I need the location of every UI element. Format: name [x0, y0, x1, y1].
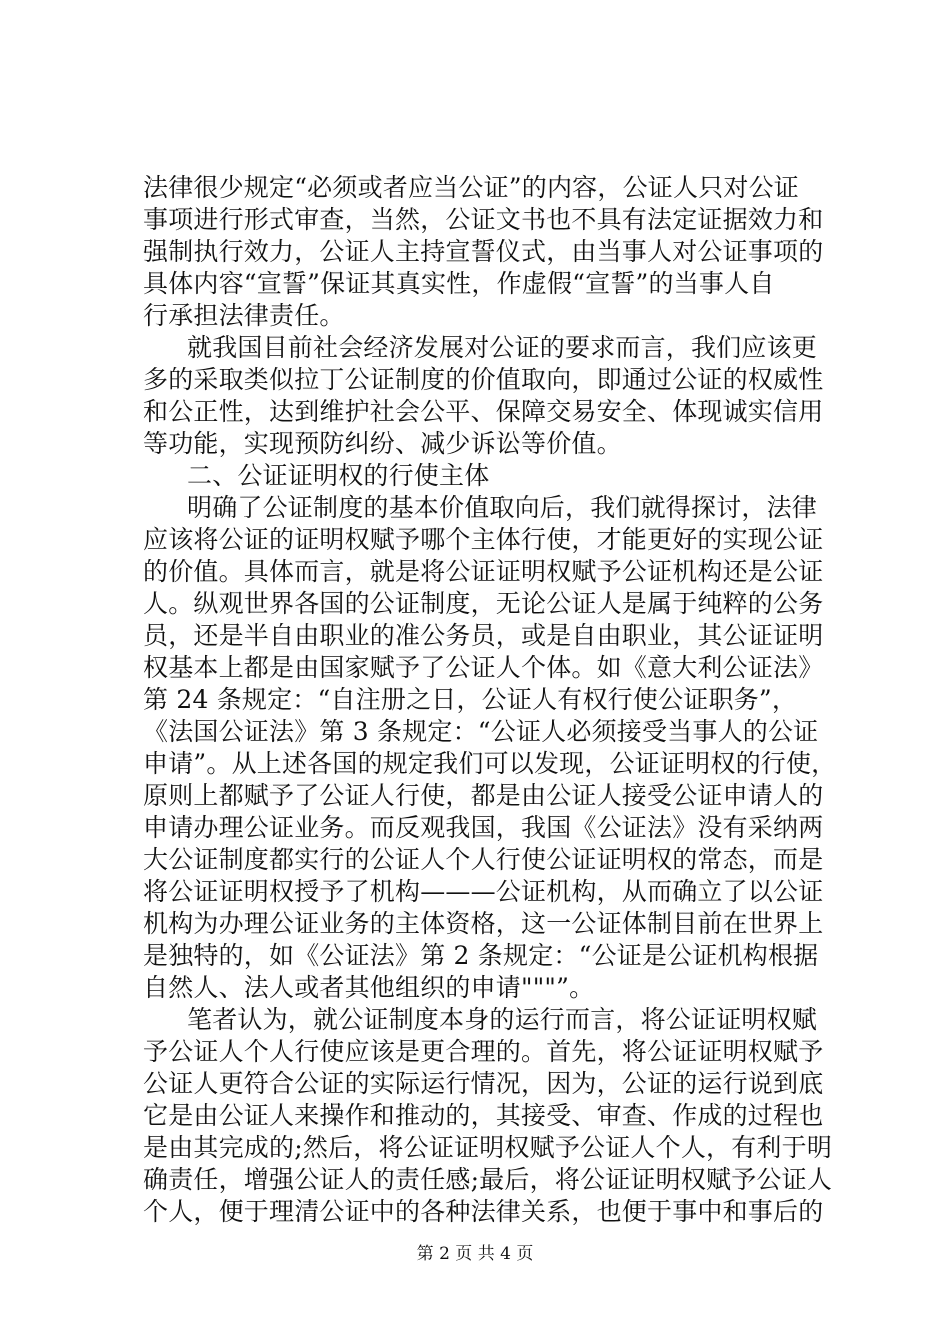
- text-line: 将公证证明权授予了机构———公证机构，从而确立了以公证: [143, 877, 824, 906]
- paragraph-2: [143, 332, 824, 460]
- text-line: 它是由公证人来操作和推动的，其接受、审查、作成的过程也: [143, 1101, 824, 1130]
- section-heading: [143, 460, 807, 492]
- text-line: 应该将公证的证明权赋予哪个主体行使，才能更好的实现公证: [143, 525, 824, 554]
- text-line: 笔者认为，就公证制度本身的运行而言，将公证证明权赋: [187, 1005, 818, 1034]
- text-line: 是独特的，如《公证法》第 2 条规定：“公证是公证机构根据: [143, 941, 819, 970]
- page-number: 第 2 页 共 4 页: [416, 1244, 534, 1264]
- text-line: 行承担法律责任。: [143, 301, 345, 330]
- text-line: 多的采取类似拉丁公证制度的价值取向，即通过公证的权威性: [143, 365, 824, 394]
- text-line: 事项进行形式审查，当然，公证文书也不具有法定证据效力和: [143, 205, 824, 234]
- text-line: 申请”。从上述各国的规定我们可以发现，公证证明权的行使，: [143, 749, 837, 778]
- text-line: 是由其完成的;然后，将公证证明权赋予公证人个人，有利于明: [143, 1133, 833, 1162]
- document-body: [143, 172, 837, 1228]
- text-line: 原则上都赋予了公证人行使，都是由公证人接受公证申请人的: [143, 781, 824, 810]
- text-line: 机构为办理公证业务的主体资格，这一公证体制目前在世界上: [143, 909, 824, 938]
- text-line: 《法国公证法》第 3 条规定：“公证人必须接受当事人的公证: [143, 717, 819, 746]
- text-line: 公证人更符合公证的实际运行情况，因为，公证的运行说到底: [143, 1069, 824, 1098]
- text-line: 法律很少规定“必须或者应当公证”的内容，公证人只对公证: [143, 173, 799, 202]
- text-line: 就我国目前社会经济发展对公证的要求而言，我们应该更: [187, 333, 818, 362]
- text-line: 确责任，增强公证人的责任感;最后，将公证证明权赋予公证人: [143, 1165, 833, 1194]
- paragraph-4: [143, 1004, 833, 1228]
- paragraph-1: [143, 172, 824, 332]
- text-line: 明确了公证制度的基本价值取向后，我们就得探讨，法律: [187, 493, 818, 522]
- text-line: 第 24 条规定：“自注册之日，公证人有权行使公证职务”，: [143, 685, 798, 714]
- text-line: 强制执行效力，公证人主持宣誓仪式，由当事人对公证事项的: [143, 237, 824, 266]
- heading-text: 二、公证证明权的行使主体: [187, 461, 490, 490]
- text-line: 自然人、法人或者其他组织的申请"""”。: [143, 973, 595, 1002]
- text-line: 申请办理公证业务。而反观我国，我国《公证法》没有采纳两: [143, 813, 824, 842]
- text-line: 和公正性，达到维护社会公平、保障交易安全、体现诚实信用: [143, 397, 824, 426]
- text-line: 权基本上都是由国家赋予了公证人个体。如《意大利公证法》: [143, 653, 824, 682]
- text-line: 具体内容“宣誓”保证其真实性，作虚假“宣誓”的当事人自: [143, 269, 775, 298]
- text-line: 予公证人个人行使应该是更合理的。首先，将公证证明权赋予: [143, 1037, 824, 1066]
- page-footer: [0, 1242, 950, 1266]
- text-line: 人。纵观世界各国的公证制度，无论公证人是属于纯粹的公务: [143, 589, 824, 618]
- text-line: 的价值。具体而言，就是将公证证明权赋予公证机构还是公证: [143, 557, 824, 586]
- paragraph-3: [143, 492, 837, 1004]
- text-line: 等功能，实现预防纠纷、减少诉讼等价值。: [143, 429, 622, 458]
- text-line: 个人，便于理清公证中的各种法律关系，也便于事中和事后的: [143, 1197, 824, 1226]
- text-line: 大公证制度都实行的公证人个人行使公证证明权的常态，而是: [143, 845, 824, 874]
- text-line: 员，还是半自由职业的准公务员，或是自由职业，其公证证明: [143, 621, 824, 650]
